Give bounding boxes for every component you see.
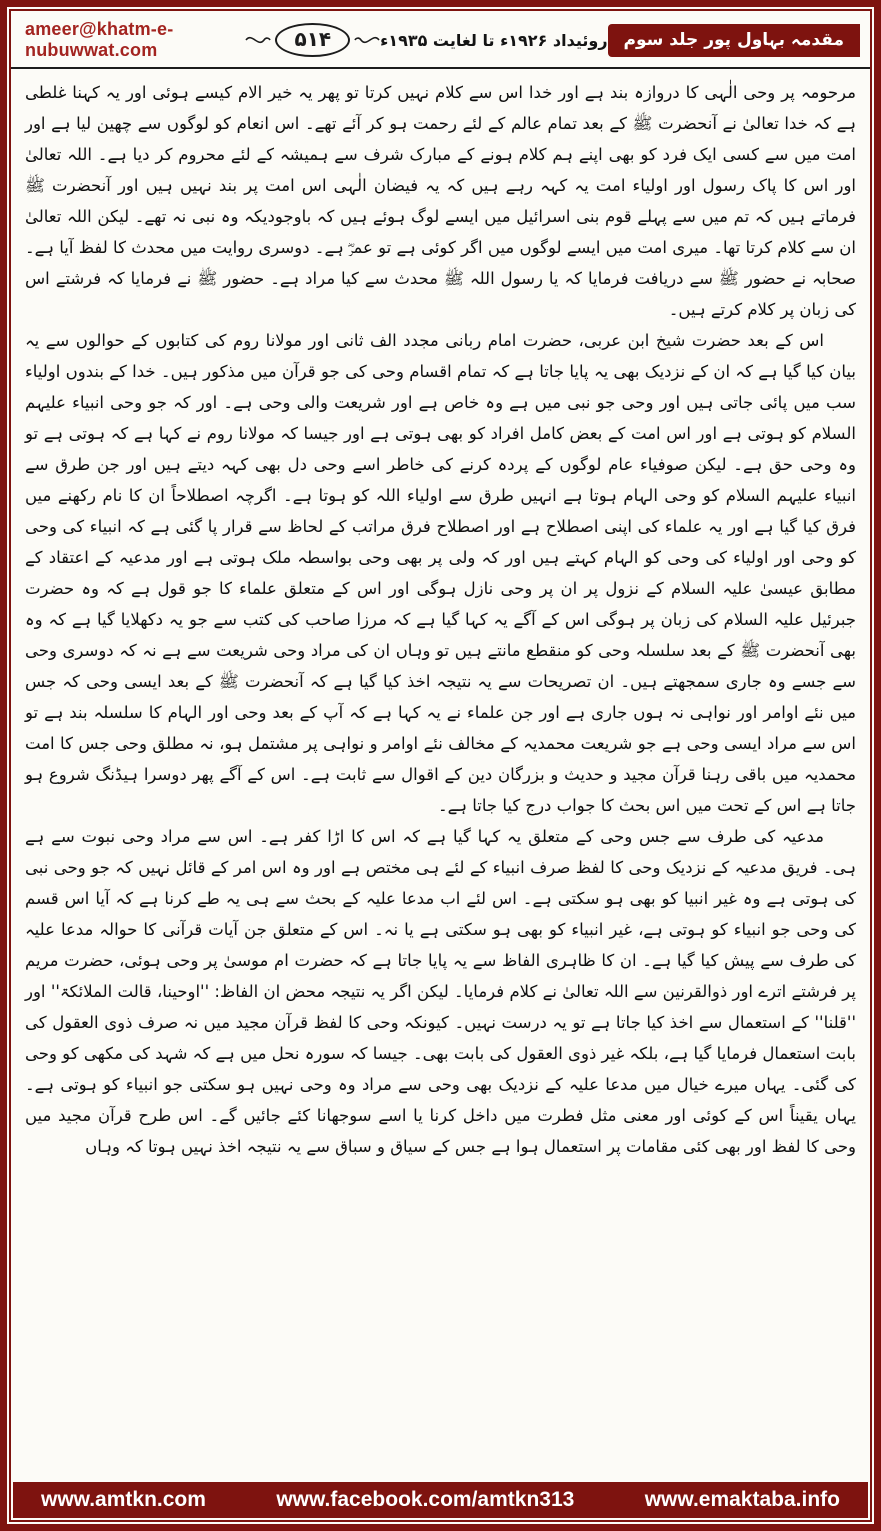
page-frame <box>9 9 872 1522</box>
page-body-text <box>11 69 870 1482</box>
footer-link-amtkn[interactable]: www.amtkn.com <box>41 1488 206 1511</box>
header-title: مقدمہ بہاول پور جلد سوم <box>608 24 860 57</box>
page-number-badge <box>245 23 380 57</box>
flourish-left-icon <box>245 33 271 47</box>
footer-link-facebook[interactable]: www.facebook.com/amtkn313 <box>276 1488 575 1511</box>
header-email[interactable]: ameer@khatm-e-nubuwwat.com <box>25 19 174 60</box>
header-dateline: روئیداد ۱۹۲۶ء تا لغایت ۱۹۳۵ء <box>380 30 608 50</box>
body-paragraph: مرحومہ پر وحی الٰہی کا دروازہ بند ہے اور خدا اس سے کلام نہیں کرتا تو پھر یہ خیر الام کیسے ہوئی اور یہ کہنا غلطی ہے کہ خدا تعالیٰ نے آنحضرت ﷺ کے بعد تمام عالم کے لئے رحمت ہو کر آئے تھے۔ اس انعام کو لوگوں سے چھین لیا ہے اور امت میں سے کسی ایک فرد کو بھی اپنے ہم کلام ہونے کے مبارک شرف سے ہمیشہ کے لئے محروم کر دیا ہے۔ اللہ تعالیٰ اور اس کا پاک رسول اور اولیاء امت یہ کہہ رہے ہیں کہ یہ فیضان الٰہی اس امت پر بند نہیں ہیں اور آنحضرت ﷺ فرماتے ہیں کہ تم میں سے پہلے قوم بنی اسرائیل میں ایسے لوگ ہوئے ہیں کہ باوجودیکہ وہ نبی نہ تھے۔ لیکن اللہ تعالیٰ ان سے کلام کرتا تھا۔ میری امت میں ایسے لوگوں میں اگر کوئی ہے تو عمرؓ ہے۔ دوسری روایت میں محدث کا لفظ آیا ہے۔ صحابہ نے حضور ﷺ سے دریافت فرمایا کہ یا رسول اللہ ﷺ محدث سے کیا مراد ہے۔ حضور ﷺ نے فرمایا کہ فرشتے اس کی زبان پر کلام کرتے ہیں۔ <box>25 83 856 319</box>
page-number: ۵۱۴ <box>275 23 350 57</box>
body-paragraph: اس کے بعد حضرت شیخ ابن عربی، حضرت امام ربانی مجدد الف ثانی اور مولانا روم کی کتابوں کے حوالوں سے یہ بیان کیا گیا ہے کہ ان کے نزدیک بھی یہ پایا جاتا ہے کہ تمام اقسام وحی کی جو قرآن میں مذکور ہیں۔ خدا کے بندوں اولیاء سب میں پائی جاتی ہیں اور وحی جو نبی میں ہے وہ خاص ہے اور شریعت والی وحی ہے۔ اور کہ جو وحی انبیاء علیہم السلام کو ہوتی ہے اور اس امت کے بعض کامل افراد کو بھی ہوتی ہے اور جیسا کہ مولانا روم نے کہا ہے کہ ہوتی ہے تو وہ وحی حق ہے۔ لیکن صوفیاء عام لوگوں کے پردہ کرنے کی خاطر اسے وحی دل بھی کہہ دیتے ہیں اور جن طرق سے انبیاء علیہم السلام کو وحی الہام ہوتا ہے انہیں طرق سے اولیاء اللہ کو ہوتا ہے۔ اگرچہ اصطلاحاً ان کا نام رکھنے میں فرق کیا گیا ہے اور یہ علماء کی اپنی اصطلاح ہے اور اصطلاح فرق مراتب کے لحاظ سے قرار پا گئی ہے کہ انبیاء کی وحی کو وحی اور اولیاء کی وحی کو الہام کہتے ہیں اور کہ ولی پر بھی وحی بواسطہ ملک ہوتی ہے اور مدعیہ کے اعتقاد کے مطابق عیسیٰ علیہ السلام کے نزول پر ان پر وحی نازل ہوگی اور اس کے متعلق علماء کا جو قول ہے کہ وہ حضرت جبرئیل علیہ السلام کی زبان پر ہوگی اس کے آگے یہ کہا گیا ہے کہ مرزا صاحب کی کتب سے جو یہ دکھلایا گیا ہے کہ وہ بھی آنحضرت ﷺ کے بعد سلسلہ وحی کو منقطع مانتے ہیں تو وہاں ان کی مراد وحی شریعت سے ہے نہ کہ دوسری وحی سے جسے وہ جاری سمجھتے ہیں۔ ان تصریحات سے یہ نتیجہ اخذ کیا گیا ہے کہ آنحضرت ﷺ کے بعد ایسی وحی کہ جس میں نئے اوامر اور نواہی نہ ہوں جاری ہے اور جن علماء نے یہ کہا ہے کہ آپ کے بعد وحی اور الہام کا سلسلہ بند ہے تو اس سے مراد ایسی وحی ہے جو شریعت محمدیہ کے مخالف نئے اوامر و نواہی پر مشتمل ہو، نہ مطلق وحی جس کا امت محمدیہ میں باقی رہنا قرآن مجید و حدیث و بزرگان دین کے اقوال سے ثابت ہے۔ اس کے آگے پھر دوسرا ہیڈنگ شروع ہو جاتا ہے اس کے تحت میں اس بحث کا جواب درج کیا جاتا ہے۔ <box>25 331 856 815</box>
page-footer <box>13 1482 868 1518</box>
body-paragraph: مدعیہ کی طرف سے جس وحی کے متعلق یہ کہا گیا ہے کہ اس کا اڑا کفر ہے۔ اس سے مراد وحی نبوت سے ہے ہی۔ فریق مدعیہ کے نزدیک وحی کا لفظ صرف انبیاء کے لئے ہی مختص ہے اور وہ اس امر کے قائل نہیں کہ جو وحی نبی کی ہوتی ہے وہ غیر انبیا کو بھی ہو سکتی ہے۔ اس لئے اب مدعا علیہ کے بحث سے ہی یہ طے کرنا ہے کہ آیا اس قسم کی وحی جو انبیاء کو ہوتی ہے، غیر انبیاء کو بھی ہو سکتی ہے یا نہ۔ اس کے متعلق جن آیات قرآنی کا حوالہ مدعا علیہ کی طرف سے پیش کیا گیا ہے۔ ان کا ظاہری الفاظ سے یہ پایا جاتا ہے کہ حضرت ام موسیٰ پر وحی ہوئی، حضرت مریم پر فرشتے اترے اور ذوالقرنین سے اللہ تعالیٰ نے کلام فرمایا۔ لیکن اگر یہ نتیجہ محض ان الفاظ: ''اوحینا، قالت الملائکۃ'' اور ''قلنا'' کے استعمال سے اخذ کیا جاتا ہے تو یہ درست نہیں۔ کیونکہ وحی کا لفظ قرآن مجید میں نہ صرف ذوی العقول کی بابت استعمال فرمایا گیا ہے، بلکہ غیر ذوی العقول کی بابت بھی۔ جیسا کہ سورہ نحل میں ہے کہ شہد کی مکھی کو وحی کی گئی۔ یہاں میرے خیال میں مدعا علیہ کے نزدیک بھی وحی سے مراد وہ وحی نہیں ہو سکتی جو انبیاء کو ہوتی ہے۔ یہاں یقیناً اس کے کوئی اور معنی مثل فطرت میں داخل کرنا یا اسے سوجھانا کئے جائیں گے۔ اس طرح قرآن مجید میں وحی کا لفظ اور بھی کئی مقامات پر استعمال ہوا ہے جس کے سیاق و سباق سے یہ نتیجہ اخذ نہیں ہوتا کہ وہاں <box>25 827 856 1156</box>
flourish-right-icon <box>354 33 380 47</box>
page-header <box>11 11 870 69</box>
footer-link-emaktaba[interactable]: www.emaktaba.info <box>644 1488 840 1511</box>
